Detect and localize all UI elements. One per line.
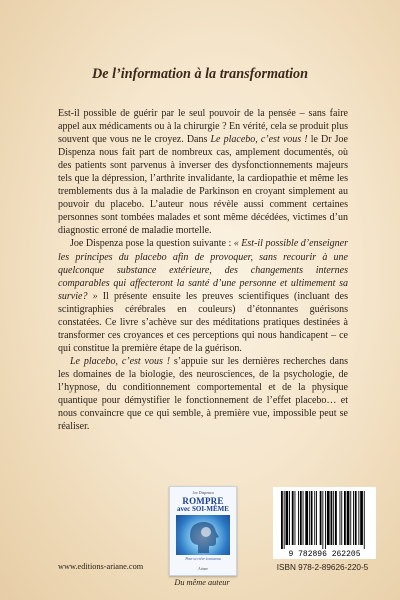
book-publisher: Ariane [198, 567, 208, 571]
barcode-bar [303, 491, 304, 545]
barcode-bar [335, 491, 337, 545]
barcode-bar [292, 491, 294, 545]
barcode-bar [355, 491, 357, 545]
barcode-bar [300, 491, 302, 545]
paragraph-1: Est-il possible de guérir par le seul pouvoir de la pensée – sans faire appel aux médicaments ou à la chirurgie ? En vérité, cela se produit plus souvent que vous ne le croyez. Dans Le placebo, c’est vous ! le Dr Joe Dispenza nous fait part de nombreux cas, amplement documentés, où des patients sont parvenus à inverser des dysfonctionnements majeurs tels que la dépression, l’arthrite invalidante, la cardiopathie et même les tremblements dus à la maladie de Parkinson en croyant simplement au pouvoir du placebo. L’auteur nous révèle aussi comment certaines personnes sont tombées malades et sont même décédées, victimes d’un diagnostic erroné de maladie mortelle. [58, 108, 348, 237]
barcode-bar [298, 491, 299, 545]
barcode [273, 487, 376, 559]
paragraph-3: Le placebo, c’est vous ! s’appuie sur les dernières recherches dans les domaines de la biologie, des neurosciences, de la psychologie, de l’hypnose, du conditionnement comportemental et de la physique quantique pour démystifier le fonctionnement de l’effet placebo… et nous convaincre que ce qui semble, à première vue, impossible peut se réaliser. [58, 355, 348, 433]
barcode-bar [309, 491, 310, 545]
barcode-bar [305, 491, 308, 545]
book-subtitle: Pour se créer à nouveau [185, 557, 221, 561]
barcode-bar [358, 491, 359, 545]
section-heading: De l’information à la transformation [92, 66, 308, 82]
book-title-line1: ROMPRE [182, 496, 224, 506]
barcode-bar [333, 491, 334, 545]
barcode-bar [325, 491, 326, 549]
barcode-bar [281, 491, 283, 549]
related-book-thumbnail [169, 486, 237, 576]
quoted-question: « Est-il possible d’enseigner les principes du placebo afin de provoquer, sans recourir à une quelconque substance extérieure, des changements internes comparables qui affecteront la santé d’une personne et ultimement sa survie? » [58, 238, 348, 302]
barcode-bar [311, 491, 313, 545]
barcode-bar [350, 491, 351, 545]
barcode-bar [295, 491, 296, 545]
barcode-bar [322, 491, 323, 549]
barcode-bar [316, 491, 317, 545]
book-title-line2: avec SOI-MÊME [177, 505, 229, 513]
paragraph-2: Joe Dispenza pose la question suivante : « Est-il possible d’enseigner les principes du placebo afin de provoquer, sans recourir à une quelconque substance extérieure, des changements internes comparables qui affecteront la santé d’une personne et ultimement sa survie? » Il présente ensuite les preuves scientifiques (incluant des scintigraphies cérébrales en couleurs) d’étonnantes guérisons constatées. Ce livre s’achève sur des méditations pratiques destinées à transformer ces croyances et ces perceptions qui nous handicapent – ce qui constitue la première étape de la guérison. [58, 238, 348, 354]
head-profile-icon [176, 515, 230, 555]
barcode-icon [273, 487, 376, 559]
barcode-bar [347, 491, 350, 545]
barcode-bar [344, 491, 346, 545]
isbn-number: ISBN 978-2-89626-220-5 [276, 563, 369, 572]
barcode-bar [331, 491, 333, 545]
description-text [58, 107, 348, 433]
barcode-bar [286, 491, 289, 545]
barcode-bar [353, 491, 354, 545]
barcode-bar [284, 491, 285, 549]
book-author: Joe Dispenza [192, 490, 214, 495]
barcode-bar [327, 491, 330, 545]
barcode-bar [314, 491, 315, 545]
barcode-bar [289, 491, 290, 545]
same-author-caption: Du même auteur [174, 578, 230, 587]
book-title-ref: Le placebo, c’est vous ! [70, 355, 171, 367]
barcode-bar [341, 491, 342, 545]
book-title-ref: Le placebo, c’est vous ! [210, 134, 308, 146]
barcode-bar [320, 491, 322, 545]
head-silhouette-art [176, 515, 230, 555]
barcode-bar [360, 491, 363, 545]
barcode-bar [340, 491, 341, 545]
publisher-website: www.editions-ariane.com [58, 562, 144, 571]
barcode-bar [364, 491, 365, 549]
barcode-digits: 9 782896 262205 [288, 550, 361, 559]
